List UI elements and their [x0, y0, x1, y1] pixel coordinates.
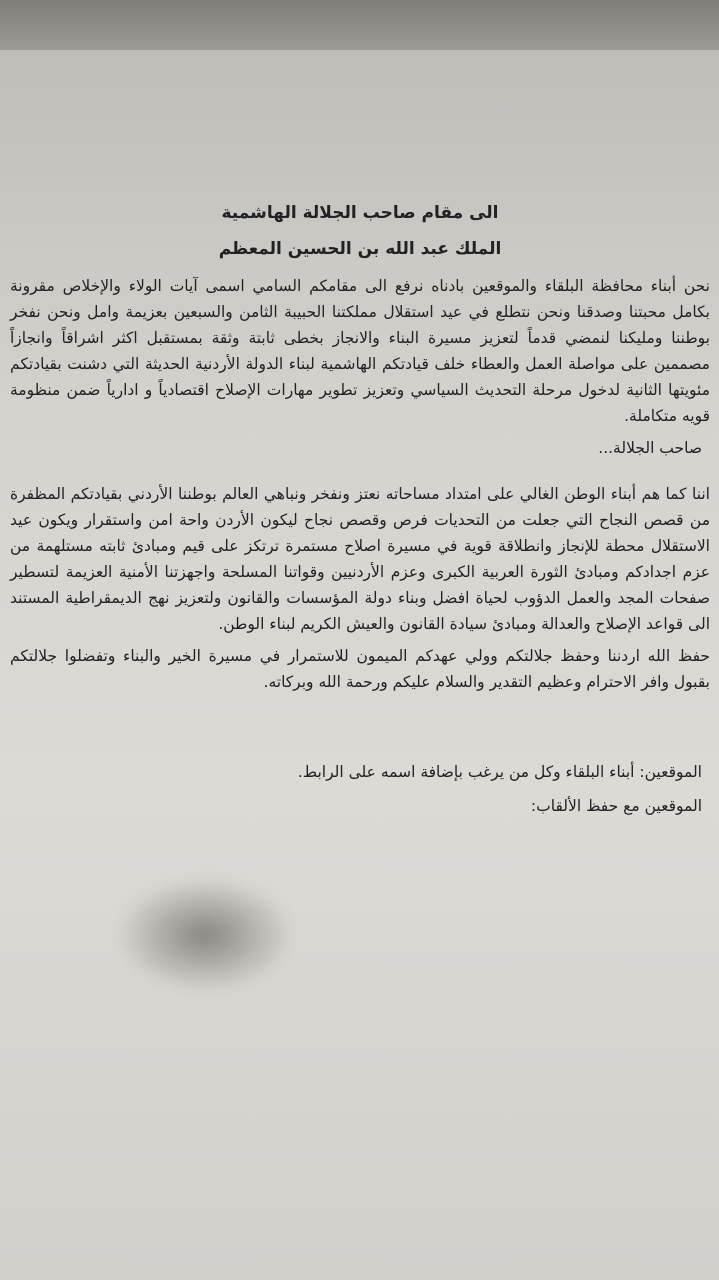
letter-recipient: الملك عبد الله بن الحسين المعظم: [218, 239, 502, 259]
address-line: صاحب الجلالة...: [598, 439, 702, 457]
paragraph-2: اننا كما هم أبناء الوطن الغالي على امتداد مساحاته نعتز ونفخر ونباهي العالم بوطننا الأردني بقيادتكم المظفرة من قصص النجاح التي جعلت من التحديات فرص وقصص نجاح ليكون الأردن واحة امن واستقرار ويكون عيد الاستقلال محطة للإنجاز وانطلاقة قوية في مسيرة اصلاح مستمرة ترتكز على قيم ومبادئ ثابته مستلهمة من عزم اجدادكم ومبادئ الثورة العربية الكبرى وعزم الأردنيين وقواتنا المسلحة واجهزتنا الأمنية العزيمة لتسطير صفحات المجد والعمل الدؤوب لحياة افضل وبناء دولة المؤسسات والقانون ولتعزيز نهج الديمقراطية المستند الى قواعد الإصلاح والعدالة ومبادئ سيادة القانون والعيش الكريم لبناء الوطن.: [10, 485, 710, 633]
signatories-line: الموقعين: أبناء البلقاء وكل من يرغب بإضافة اسمه على الرابط.: [297, 763, 702, 781]
paragraph-3: حفظ الله اردننا وحفظ جلالتكم وولي عهدكم الميمون للاستمرار في مسيرة الخير والبناء وتفضلوا جلالتكم بقبول وافر الاحترام وعظيم التقدير والسلام عليكم ورحمة الله وبركاته.: [10, 647, 710, 691]
paragraph-1: نحن أبناء محافظة البلقاء والموقعين بادناه نرفع الى مقامكم السامي اسمى آيات الولاء والإخلاص مقرونة بكامل محبتنا وصدقنا ونحن نتطلع في عيد استقلال مملكتنا الحبيبة الثامن والسبعين بعزيمة وامل ونحن نفخر بوطننا ومليكنا لنمضي قدماً لتعزيز مسيرة البناء والانجاز بخطى ثابتة وثقة بمستقبل اكثر اشراقاً وانجازاً مصممين على مواصلة العمل والعطاء خلف قيادتكم الهاشمية لبناء الدولة الأردنية الحديثة التي دشنت بقيادتكم مئويتها الثانية لدخول مرحلة التحديث السياسي وتعزيز تطوير مهارات الإصلاح اقتصادياً و ادارياً ضمن منظومة قويه متكاملة.: [10, 277, 710, 425]
letter-title: الى مقام صاحب الجلالة الهاشمية: [221, 203, 499, 223]
spacer: [10, 701, 710, 759]
letter-body: [10, 195, 710, 827]
shadow-smudge: [120, 880, 290, 990]
signatories-titles-line: الموقعين مع حفظ الألقاب:: [530, 797, 702, 815]
